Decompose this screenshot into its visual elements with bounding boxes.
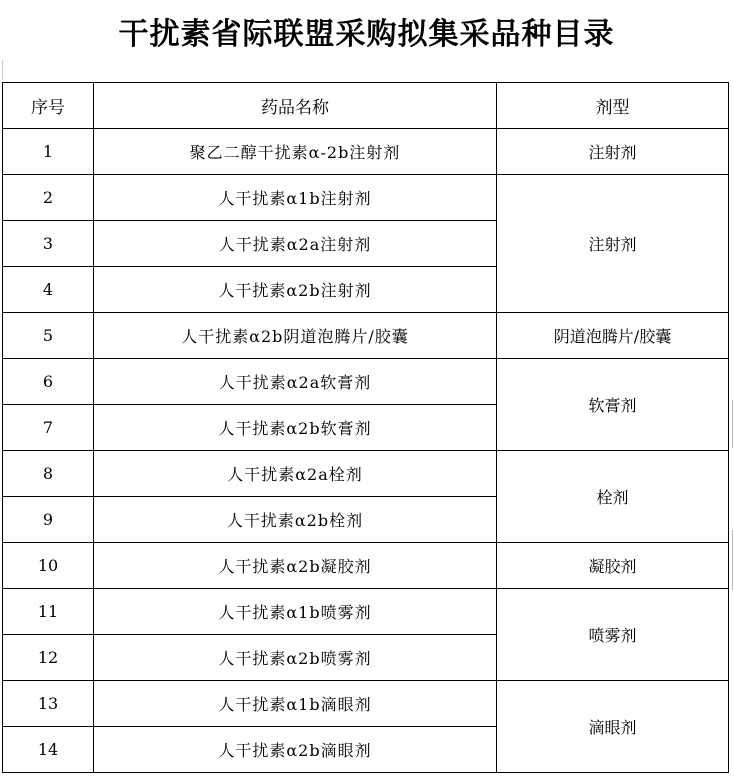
table-row (3, 681, 729, 727)
row-no: 9 (3, 497, 94, 543)
table-row (3, 359, 729, 405)
page-edge-mark (2, 60, 3, 80)
table-row (3, 451, 729, 497)
row-no: 13 (3, 681, 94, 727)
drug-name: 人干扰素α2b软膏剂 (94, 405, 497, 451)
drug-name: 人干扰素α2a注射剂 (94, 221, 497, 267)
dosage-form: 滴眼剂 (497, 681, 729, 773)
dosage-form: 阴道泡腾片/胶囊 (497, 313, 729, 359)
row-no: 5 (3, 313, 94, 359)
row-no: 10 (3, 543, 94, 589)
dosage-form: 注射剂 (497, 175, 729, 313)
row-no: 6 (3, 359, 94, 405)
table-row (3, 175, 729, 221)
dosage-form: 软膏剂 (497, 359, 729, 451)
header-drug-name: 药品名称 (94, 83, 497, 129)
table-header-row (3, 83, 729, 129)
dosage-form: 栓剂 (497, 451, 729, 543)
row-no: 14 (3, 727, 94, 773)
table-row (3, 129, 729, 175)
drug-name: 人干扰素α2b栓剂 (94, 497, 497, 543)
dosage-form: 凝胶剂 (497, 543, 729, 589)
drug-name: 人干扰素α1b注射剂 (94, 175, 497, 221)
dosage-form: 注射剂 (497, 129, 729, 175)
row-no: 8 (3, 451, 94, 497)
row-no: 1 (3, 129, 94, 175)
drug-name: 人干扰素α1b滴眼剂 (94, 681, 497, 727)
row-no: 12 (3, 635, 94, 681)
row-no: 7 (3, 405, 94, 451)
drug-name: 人干扰素α2a栓剂 (94, 451, 497, 497)
row-no: 11 (3, 589, 94, 635)
table-row (3, 589, 729, 635)
drug-name: 人干扰素α2b阴道泡腾片/胶囊 (94, 313, 497, 359)
drug-name: 人干扰素α2b喷雾剂 (94, 635, 497, 681)
drug-name: 人干扰素α1b喷雾剂 (94, 589, 497, 635)
header-dosage-form: 剂型 (497, 83, 729, 129)
drug-name: 人干扰素α2b凝胶剂 (94, 543, 497, 589)
drug-name: 人干扰素α2b滴眼剂 (94, 727, 497, 773)
table-row (3, 543, 729, 589)
drug-name: 人干扰素α2a软膏剂 (94, 359, 497, 405)
row-no: 4 (3, 267, 94, 313)
catalog-table (2, 82, 729, 773)
header-no: 序号 (3, 83, 94, 129)
table-row (3, 313, 729, 359)
page-title: 干扰素省际联盟采购拟集采品种目录 (118, 17, 615, 52)
drug-name: 人干扰素α2b注射剂 (94, 267, 497, 313)
row-no: 2 (3, 175, 94, 221)
dosage-form: 喷雾剂 (497, 589, 729, 681)
row-no: 3 (3, 221, 94, 267)
drug-name: 聚乙二醇干扰素α-2b注射剂 (94, 129, 497, 175)
